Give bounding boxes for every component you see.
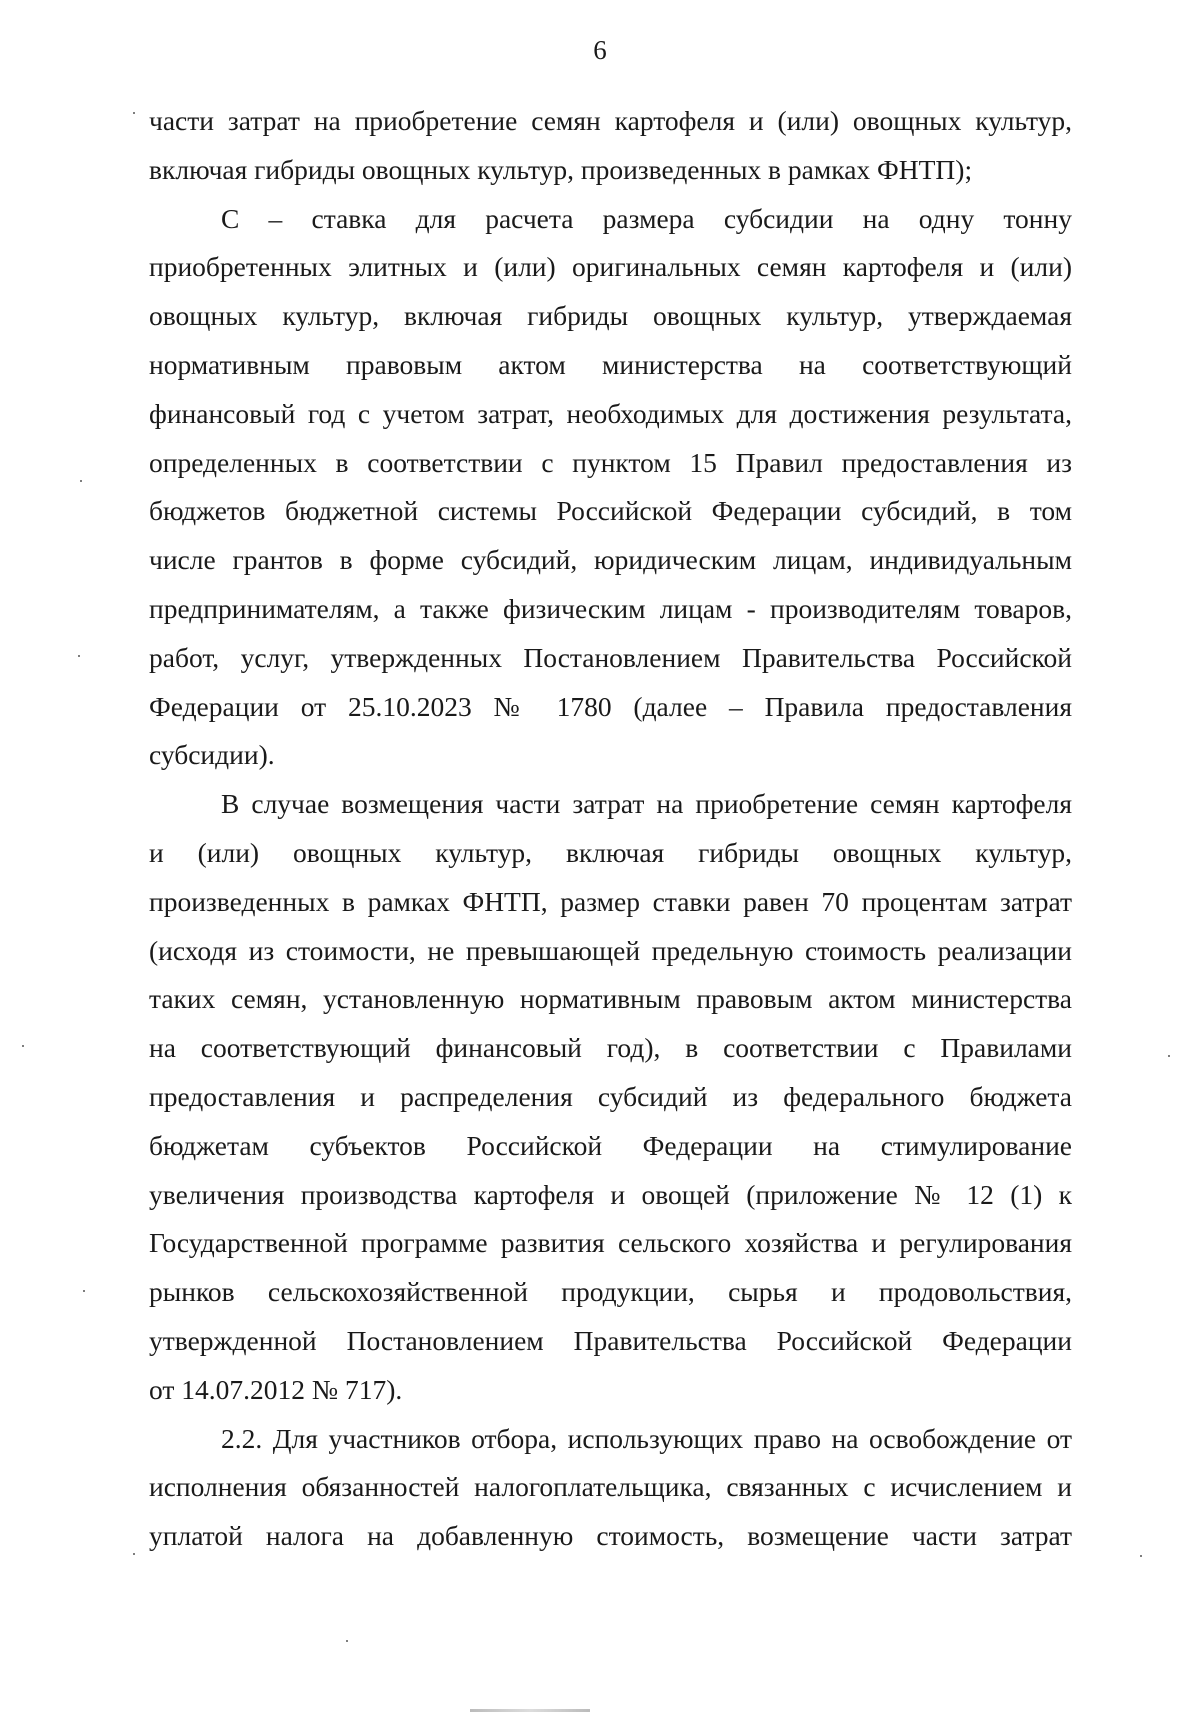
scan-speck	[133, 1553, 135, 1555]
text-line: таких семян, установленную нормативным правовым актом министерства	[149, 983, 1072, 1015]
text-line: рынков сельскохозяйственной продукции, сырья и продовольствия,	[149, 1276, 1072, 1308]
text-line: исполнения обязанностей налогоплательщика, связанных с исчислением и	[149, 1471, 1072, 1503]
page-number: 6	[593, 35, 607, 65]
text-line: включая гибриды овощных культур, произведенных в рамках ФНТП);	[149, 153, 973, 185]
scan-speck	[1140, 1555, 1142, 1557]
scan-speck	[22, 1045, 24, 1047]
text-line: бюджетам субъектов Российской Федерации на стимулирование	[149, 1129, 1072, 1161]
text-line: приобретенных элитных и (или) оригинальных семян картофеля и (или)	[149, 251, 1072, 283]
text-line: Федерации от 25.10.2023 № 1780 (далее – Правила предоставления	[149, 690, 1072, 722]
text-line: финансовый год с учетом затрат, необходимых для достижения результата,	[149, 397, 1072, 429]
text-line: С – ставка для расчета размера субсидии на одну тонну	[221, 202, 1072, 234]
paragraph-continuation	[149, 97, 1072, 195]
text-line: от 14.07.2012 № 717).	[149, 1373, 403, 1405]
text-line: овощных культур, включая гибриды овощных культур, утверждаемая	[149, 300, 1072, 332]
text-line: увеличения производства картофеля и овощей (приложение № 12 (1) к	[149, 1178, 1072, 1210]
paragraph-section-2-2	[149, 1415, 1072, 1561]
document-body	[149, 97, 1072, 1561]
text-line: субсидии).	[149, 739, 275, 771]
scan-speck	[78, 655, 80, 657]
text-line: В случае возмещения части затрат на приобретение семян картофеля	[221, 788, 1072, 820]
text-line: (исходя из стоимости, не превышающей предельную стоимость реализации	[149, 934, 1072, 966]
text-line: и (или) овощных культур, включая гибриды овощных культур,	[149, 836, 1072, 868]
scan-speck	[346, 1640, 348, 1642]
text-line: уплатой налога на добавленную стоимость, возмещение части затрат	[149, 1520, 1072, 1552]
scan-speck	[83, 1290, 85, 1292]
text-line: определенных в соответствии с пунктом 15 Правил предоставления из	[149, 446, 1072, 478]
paragraph-rate-definition	[149, 195, 1072, 781]
text-line: нормативным правовым актом министерства на соответствующий	[149, 348, 1072, 380]
scan-edge-artifact	[470, 1709, 590, 1712]
text-line: части затрат на приобретение семян картофеля и (или) овощных культур,	[149, 105, 1072, 136]
text-line: на соответствующий финансовый год), в соответствии с Правилами	[149, 1032, 1072, 1064]
text-line: утвержденной Постановлением Правительства Российской Федерации	[149, 1324, 1072, 1356]
text-line: Государственной программе развития сельского хозяйства и регулирования	[149, 1227, 1072, 1259]
scan-speck	[80, 480, 82, 482]
text-line: бюджетов бюджетной системы Российской Федерации субсидий, в том	[149, 495, 1072, 527]
text-line: предоставления и распределения субсидий из федерального бюджета	[149, 1080, 1072, 1112]
text-line: числе грантов в форме субсидий, юридическим лицам, индивидуальным	[149, 544, 1072, 576]
text-line: работ, услуг, утвержденных Постановлением Правительства Российской	[149, 641, 1072, 673]
scan-speck	[133, 112, 135, 114]
scan-speck	[1168, 1055, 1170, 1057]
text-line: предпринимателям, а также физическим лицам - производителям товаров,	[149, 592, 1072, 624]
text-line: произведенных в рамках ФНТП, размер ставки равен 70 процентам затрат	[149, 885, 1072, 917]
paragraph-compensation-case	[149, 780, 1072, 1414]
text-line: 2.2. Для участников отбора, использующих право на освобождение от	[221, 1422, 1072, 1454]
